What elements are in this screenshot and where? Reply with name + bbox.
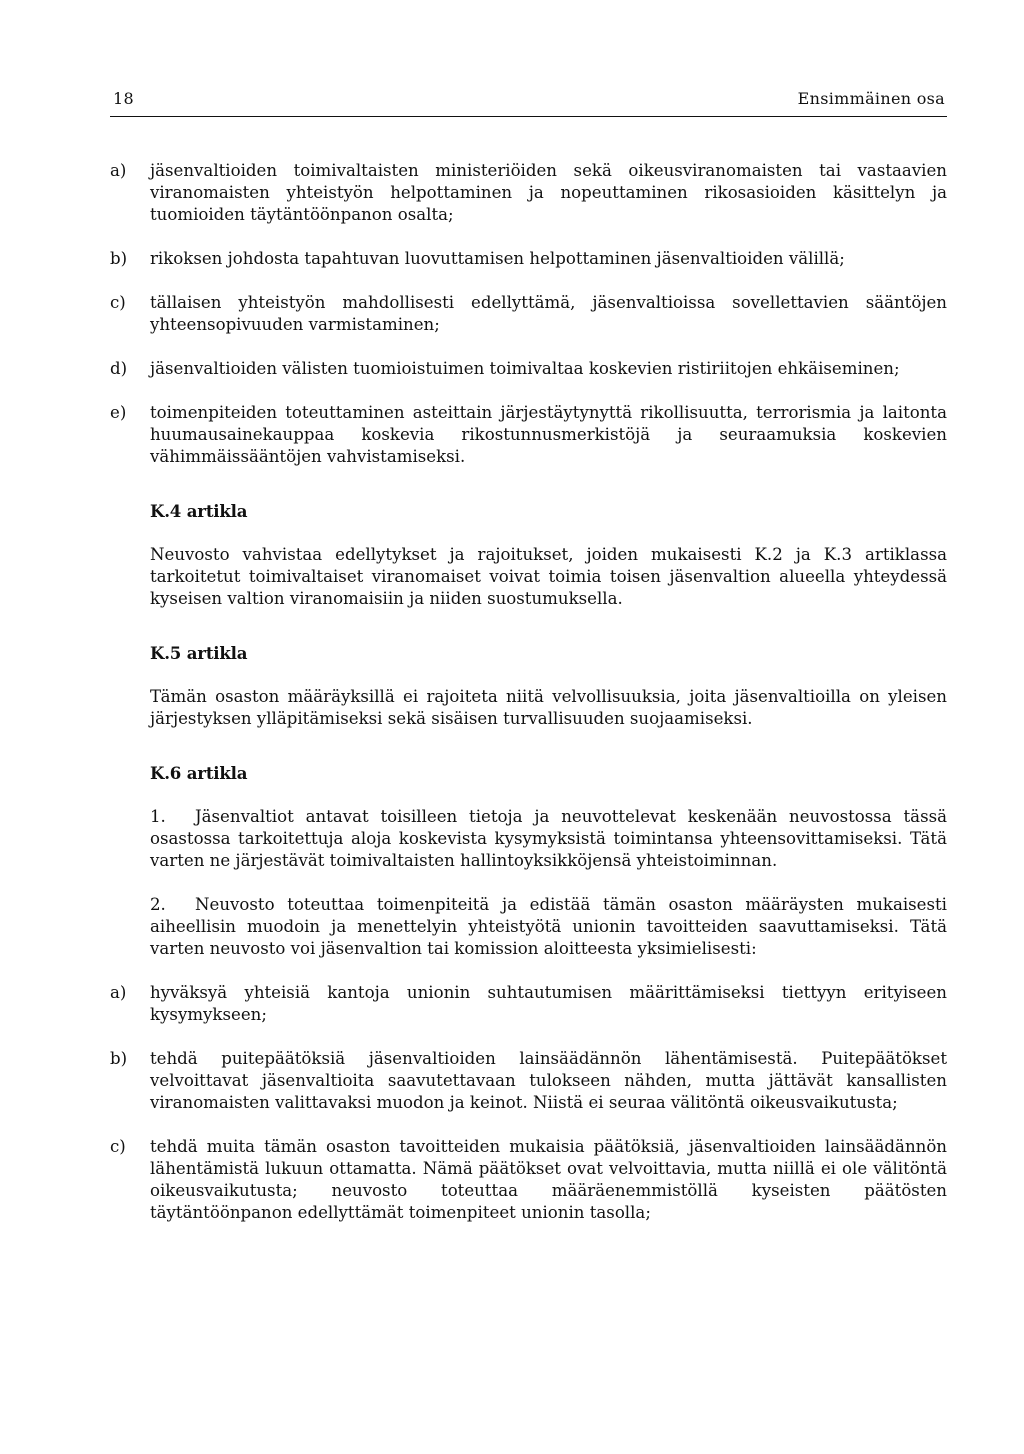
list-marker: a): [110, 161, 127, 180]
list-item-text: tällaisen yhteistyön mahdollisesti edellyttämä, jäsenvaltioissa sovellettavien sääntöjen yhteensopivuuden varmistaminen;: [150, 293, 947, 334]
list-item-text: hyväksyä yhteisiä kantoja unionin suhtautumisen määrittämiseksi tiettyyn erityiseen kysymykseen;: [150, 983, 947, 1024]
list-item-text: jäsenvaltioiden toimivaltaisten ministeriöiden sekä oikeusviranomaisten tai vastaavien viranomaisten yhteistyön helpottaminen ja nopeuttaminen rikosasioiden käsittelyn ja tuomioiden täytäntöönpanon osalta;: [150, 161, 947, 224]
list-item: [110, 982, 947, 1026]
list-marker: a): [110, 983, 127, 1002]
list-item-text: toimenpiteiden toteuttaminen asteittain järjestäytynyttä rikollisuutta, terrorismia ja laitonta huumausainekauppaa koskevia rikostunnusmerkistöjä ja seuraamuksia koskevien vähimmäissääntöjen vahvistamiseksi.: [150, 403, 947, 466]
list-marker: b): [110, 249, 128, 268]
list-item: [110, 292, 947, 336]
list-item-text: tehdä muita tämän osaston tavoitteiden mukaisia päätöksiä, jäsenvaltioiden lainsäädännön lähentämistä lukuun ottamatta. Nämä päätökset ovat velvoittavia, mutta niillä ei ole välitöntä oikeusvaikutusta; neuvosto toteuttaa määräenemmistöllä kyseisten päätösten täytäntöönpanon edellyttämät toimenpiteet unionin tasolla;: [150, 1137, 947, 1222]
list-marker: b): [110, 1049, 128, 1068]
paragraph-text: Neuvosto toteuttaa toimenpiteitä ja edistää tämän osaston määräysten mukaisesti aiheellisin muodoin ja menettelyin yhteistyötä unionin tavoitteiden saavuttamiseksi. Tätä varten neuvosto voi jäsenvaltion tai komission aloitteesta yksimielisesti:: [150, 895, 947, 958]
article-k4-text: Neuvosto vahvistaa edellytykset ja rajoitukset, joiden mukaisesti K.2 ja K.3 artiklassa tarkoitetut toimivaltaiset viranomaiset voivat toimia toisen jäsenvaltion alueella yhteydessä kyseisen valtion viranomaisiin ja niiden suostumuksella.: [150, 545, 947, 608]
page-header: [110, 86, 947, 117]
list-marker: e): [110, 403, 127, 422]
article-heading-k4: K.4 artikla: [150, 501, 248, 521]
list-item-text: rikoksen johdosta tapahtuvan luovuttamisen helpottaminen jäsenvaltioiden välillä;: [150, 249, 845, 268]
list-marker: c): [110, 293, 126, 312]
article-k6-paragraph-1: [150, 806, 947, 872]
paragraph-text: Jäsenvaltiot antavat toisilleen tietoja ja neuvottelevat keskenään neuvostossa tässä osastossa tarkoitettuja aloja koskevista kysymyksistä toimintansa yhteensovittamiseksi. Tätä varten ne järjestävät toimivaltaisten hallintoyksikköjensä yhteistoiminnan.: [150, 807, 947, 870]
list-item: [110, 358, 947, 380]
article-k5-text: Tämän osaston määräyksillä ei rajoiteta niitä velvollisuuksia, joita jäsenvaltioilla on yleisen järjestyksen ylläpitämiseksi sekä sisäisen turvallisuuden suojaamiseksi.: [150, 687, 947, 728]
list-item: [110, 1136, 947, 1224]
running-title: Ensimmäinen osa: [797, 89, 945, 108]
paragraph-number: 1.: [150, 807, 166, 826]
paragraph-number: 2.: [150, 895, 166, 914]
list-item-text: jäsenvaltioiden välisten tuomioistuimen toimivaltaa koskevien ristiriitojen ehkäiseminen;: [150, 359, 900, 378]
list-item-text: tehdä puitepäätöksiä jäsenvaltioiden lainsäädännön lähentämisestä. Puitepäätökset velvoittavat jäsenvaltioita saavutettavaan tulokseen nähden, mutta jättävät kansallisten viranomaisten valittavaksi muodon ja keinot. Niistä ei seuraa välitöntä oikeusvaikutusta;: [150, 1049, 947, 1112]
list-item: [110, 1048, 947, 1114]
list-item: [110, 248, 947, 270]
list-item: [110, 402, 947, 468]
list-marker: c): [110, 1137, 126, 1156]
list-item: [110, 160, 947, 226]
list-marker: d): [110, 359, 128, 378]
article-heading-k5: K.5 artikla: [150, 643, 248, 663]
page-number: 18: [113, 89, 134, 108]
page-content: [110, 160, 947, 1224]
article-heading-k6: K.6 artikla: [150, 763, 248, 783]
article-k6-paragraph-2: [150, 894, 947, 960]
